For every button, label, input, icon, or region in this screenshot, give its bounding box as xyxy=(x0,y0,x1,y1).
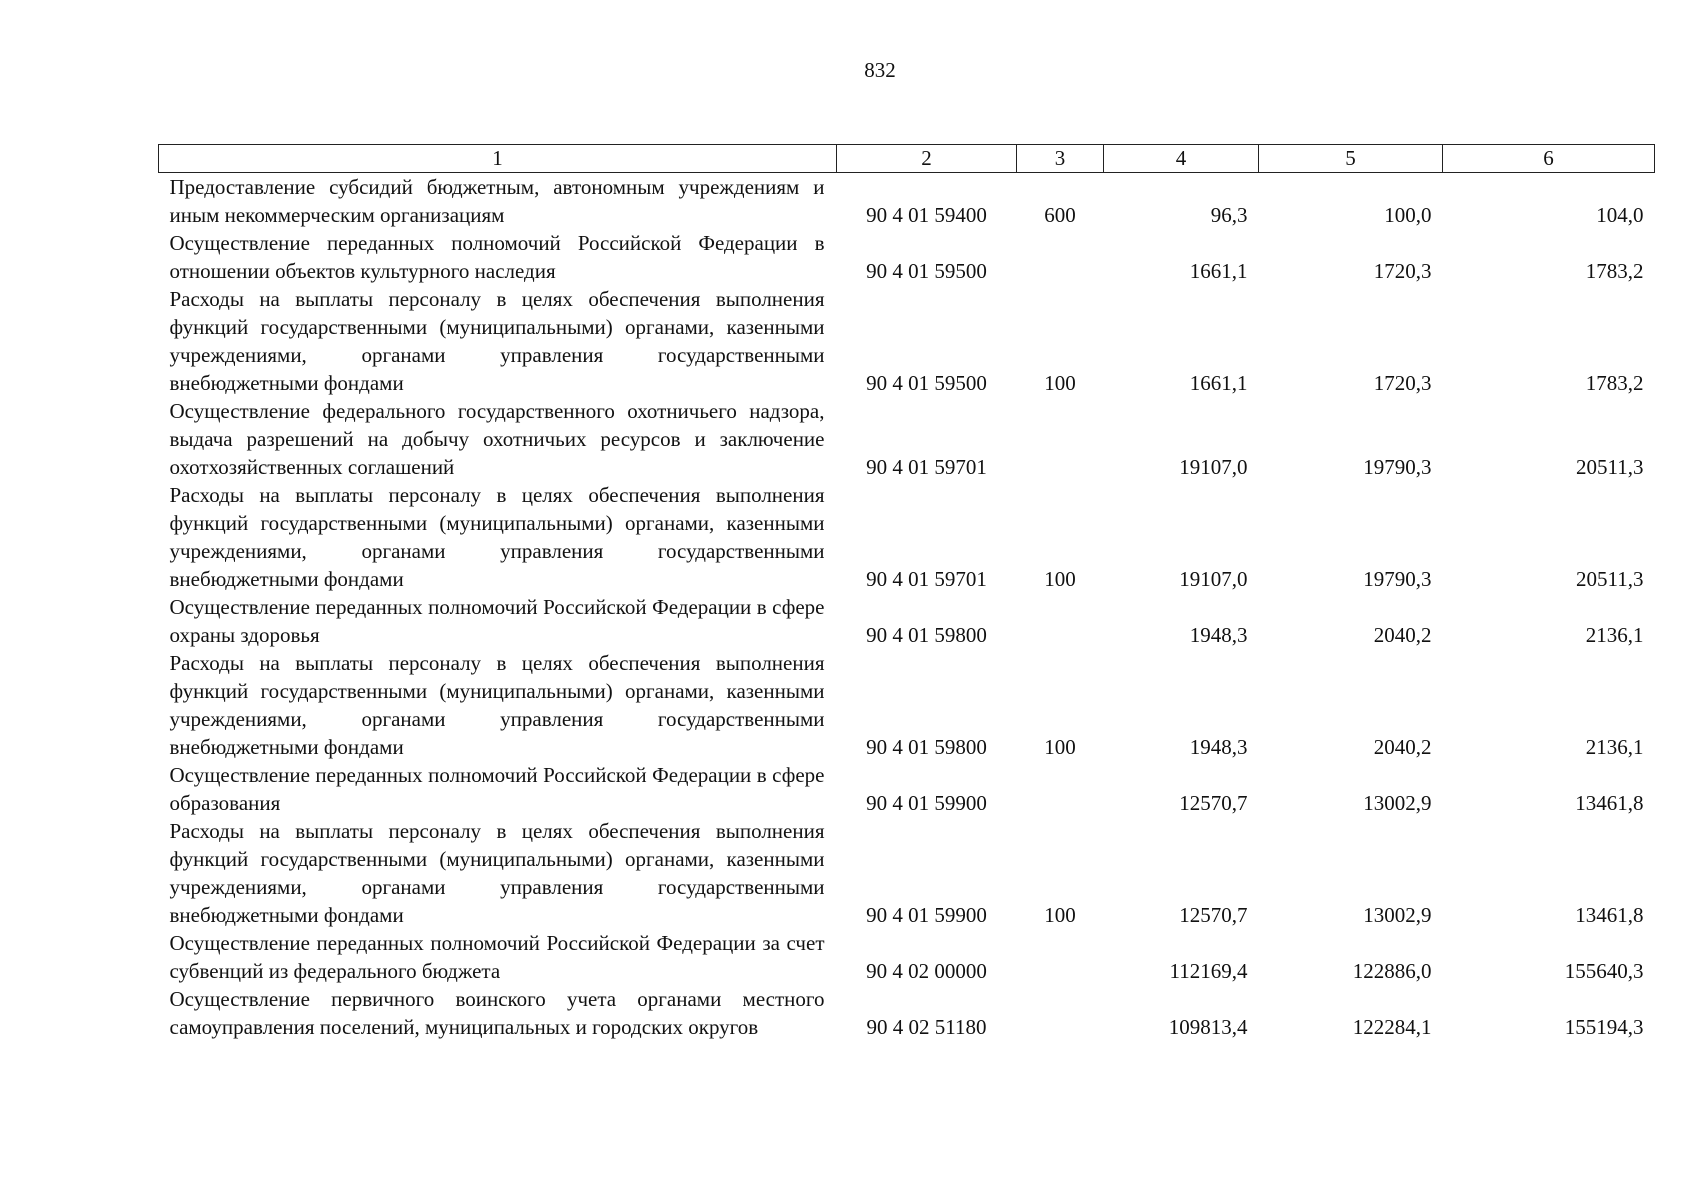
row-value-col6: 104,0 xyxy=(1596,203,1644,227)
row-value-col4: 109813,4 xyxy=(1168,1015,1248,1039)
row-value-col6: 2136,1 xyxy=(1585,623,1644,647)
row-code-cell: 90 4 01 59701 xyxy=(866,455,987,479)
table-row xyxy=(159,649,1655,761)
budget-table xyxy=(158,144,1655,1041)
row-value-col4: 19107,0 xyxy=(1179,567,1248,591)
table-row xyxy=(159,173,1655,230)
row-type-cell: 100 xyxy=(1044,371,1076,395)
row-code-cell: 90 4 02 51180 xyxy=(866,1015,987,1039)
table-row xyxy=(159,929,1655,985)
row-code-cell: 90 4 01 59400 xyxy=(866,203,987,227)
row-value-col5: 19790,3 xyxy=(1363,567,1432,591)
row-name-cell: Осуществление переданных полномочий Российской Федерации в отношении объектов культурного наследия xyxy=(169,231,825,283)
row-value-col6: 1783,2 xyxy=(1585,371,1644,395)
row-value-col5: 13002,9 xyxy=(1363,903,1432,927)
row-value-col6: 1783,2 xyxy=(1585,259,1644,283)
row-value-col5: 122886,0 xyxy=(1352,959,1432,983)
row-value-col4: 1948,3 xyxy=(1189,735,1248,759)
row-type-cell xyxy=(1017,593,1104,649)
row-code-cell: 90 4 01 59900 xyxy=(866,791,987,815)
table-row xyxy=(159,285,1655,397)
column-header: 6 xyxy=(1443,145,1655,173)
row-value-col6: 155194,3 xyxy=(1564,1015,1644,1039)
column-header: 4 xyxy=(1104,145,1259,173)
table-row xyxy=(159,985,1655,1041)
page-number: 832 xyxy=(864,58,896,82)
row-value-col5: 1720,3 xyxy=(1373,371,1432,395)
row-code-cell: 90 4 01 59800 xyxy=(866,735,987,759)
row-value-col4: 1661,1 xyxy=(1189,371,1248,395)
row-code-cell: 90 4 01 59500 xyxy=(866,371,987,395)
row-type-cell xyxy=(1017,929,1104,985)
row-value-col4: 19107,0 xyxy=(1179,455,1248,479)
table-header-row xyxy=(159,145,1655,173)
row-value-col6: 155640,3 xyxy=(1564,959,1644,983)
row-value-col4: 12570,7 xyxy=(1179,903,1248,927)
row-name-cell: Расходы на выплаты персоналу в целях обеспечения выполнения функций государственными (муниципальными) органами, казенными учреждениями, органами управления государственными внебюджетными фондами xyxy=(169,287,825,395)
row-name-cell: Расходы на выплаты персоналу в целях обеспечения выполнения функций государственными (муниципальными) органами, казенными учреждениями, органами управления государственными внебюджетными фондами xyxy=(169,483,825,591)
row-value-col6: 20511,3 xyxy=(1576,455,1644,479)
row-value-col5: 100,0 xyxy=(1384,203,1432,227)
row-code-cell: 90 4 01 59800 xyxy=(866,623,987,647)
table-row xyxy=(159,397,1655,481)
column-header: 3 xyxy=(1017,145,1104,173)
row-code-cell: 90 4 02 00000 xyxy=(866,959,987,983)
row-value-col6: 2136,1 xyxy=(1585,735,1644,759)
row-value-col5: 19790,3 xyxy=(1363,455,1432,479)
row-code-cell: 90 4 01 59500 xyxy=(866,259,987,283)
row-name-cell: Осуществление первичного воинского учета органами местного самоуправления поселений, муниципальных и городских округов xyxy=(169,987,825,1039)
row-code-cell: 90 4 01 59900 xyxy=(866,903,987,927)
row-value-col5: 1720,3 xyxy=(1373,259,1432,283)
row-type-cell: 100 xyxy=(1044,567,1076,591)
row-name-cell: Предоставление субсидий бюджетным, автономным учреждениям и иным некоммерческим организациям xyxy=(169,175,825,227)
row-value-col6: 13461,8 xyxy=(1575,903,1644,927)
column-header: 1 xyxy=(159,145,837,173)
row-name-cell: Расходы на выплаты персоналу в целях обеспечения выполнения функций государственными (муниципальными) органами, казенными учреждениями, органами управления государственными внебюджетными фондами xyxy=(169,651,825,759)
row-value-col5: 13002,9 xyxy=(1363,791,1432,815)
row-value-col6: 20511,3 xyxy=(1576,567,1644,591)
table-row xyxy=(159,593,1655,649)
row-value-col4: 96,3 xyxy=(1210,203,1248,227)
column-header: 2 xyxy=(837,145,1017,173)
row-value-col5: 122284,1 xyxy=(1352,1015,1432,1039)
row-value-col4: 112169,4 xyxy=(1169,959,1248,983)
row-name-cell: Осуществление переданных полномочий Российской Федерации за счет субвенций из федерального бюджета xyxy=(169,931,825,983)
row-name-cell: Осуществление федерального государственного охотничьего надзора, выдача разрешений на добычу охотничьих ресурсов и заключение охотхозяйственных соглашений xyxy=(169,399,825,479)
row-value-col4: 1948,3 xyxy=(1189,623,1248,647)
table-row xyxy=(159,481,1655,593)
table-row xyxy=(159,229,1655,285)
table-body xyxy=(159,173,1655,1042)
row-value-col4: 12570,7 xyxy=(1179,791,1248,815)
row-value-col4: 1661,1 xyxy=(1189,259,1248,283)
table-row xyxy=(159,817,1655,929)
row-type-cell: 600 xyxy=(1044,203,1076,227)
row-type-cell xyxy=(1017,761,1104,817)
row-name-cell: Осуществление переданных полномочий Российской Федерации в сфере образования xyxy=(169,763,825,815)
row-value-col5: 2040,2 xyxy=(1373,623,1432,647)
column-header: 5 xyxy=(1259,145,1443,173)
row-type-cell: 100 xyxy=(1044,735,1076,759)
row-code-cell: 90 4 01 59701 xyxy=(866,567,987,591)
row-value-col6: 13461,8 xyxy=(1575,791,1644,815)
row-type-cell xyxy=(1017,229,1104,285)
row-type-cell: 100 xyxy=(1044,903,1076,927)
row-type-cell xyxy=(1017,397,1104,481)
row-type-cell xyxy=(1017,985,1104,1041)
table-row xyxy=(159,761,1655,817)
row-name-cell: Расходы на выплаты персоналу в целях обеспечения выполнения функций государственными (муниципальными) органами, казенными учреждениями, органами управления государственными внебюджетными фондами xyxy=(169,819,825,927)
row-value-col5: 2040,2 xyxy=(1373,735,1432,759)
row-name-cell: Осуществление переданных полномочий Российской Федерации в сфере охраны здоровья xyxy=(169,595,825,647)
